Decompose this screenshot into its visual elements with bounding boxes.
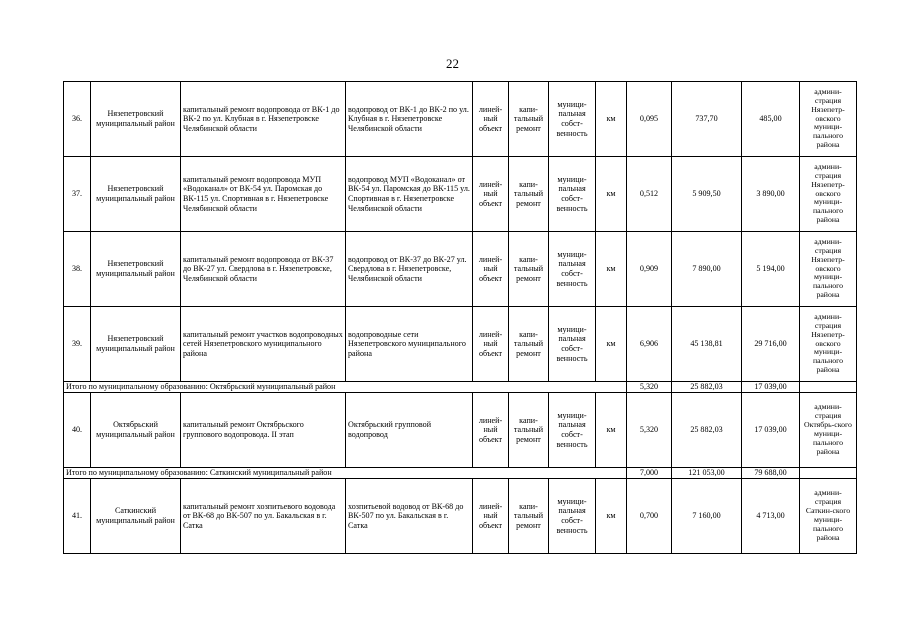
total-cost-cell: 5 909,50 — [672, 157, 742, 232]
subtotal-budget-cost: 79 688,00 — [742, 468, 800, 479]
row-number: 37. — [64, 157, 91, 232]
table-row — [64, 307, 857, 382]
row-number: 39. — [64, 307, 91, 382]
object-type-cell: линей-ный объект — [473, 393, 509, 468]
ownership-cell: муници-пальная собст-венность — [549, 307, 596, 382]
customer-cell: админи-страция Нязепетр-овского муници-пального района — [800, 82, 857, 157]
district-cell: Нязепетровский муниципальный район — [91, 82, 181, 157]
row-number: 36. — [64, 82, 91, 157]
work-type-cell: капи-тальный ремонт — [509, 307, 549, 382]
table-row — [64, 82, 857, 157]
subtotal-row — [64, 468, 857, 479]
unit-cell: км — [596, 479, 627, 554]
table-row — [64, 157, 857, 232]
ownership-cell: муници-пальная собст-венность — [549, 232, 596, 307]
district-cell: Саткинский муниципальный район — [91, 479, 181, 554]
unit-cell: км — [596, 157, 627, 232]
work-description-cell: капитальный ремонт Октябрьского группового водопровода. II этап — [181, 393, 346, 468]
subtotal-empty-cell — [800, 382, 857, 393]
object-cell: водопроводные сети Нязепетровского муниципального района — [346, 307, 473, 382]
table-row — [64, 232, 857, 307]
object-cell: водопровод от ВК-1 до ВК-2 по ул. Клубная в г. Нязепетровске Челябинской области — [346, 82, 473, 157]
work-description-cell: капитальный ремонт участков водопроводных сетей Нязепетровского муниципального района — [181, 307, 346, 382]
page-number: 22 — [446, 56, 459, 71]
unit-cell: км — [596, 82, 627, 157]
subtotal-budget-cost: 17 039,00 — [742, 382, 800, 393]
total-cost-cell: 25 882,03 — [672, 393, 742, 468]
district-cell: Октябрьский муниципальный район — [91, 393, 181, 468]
object-type-cell: линей-ный объект — [473, 157, 509, 232]
ownership-cell: муници-пальная собст-венность — [549, 393, 596, 468]
budget-cost-cell: 3 890,00 — [742, 157, 800, 232]
object-type-cell: линей-ный объект — [473, 479, 509, 554]
customer-cell: админи-страция Октябрь-ского муници-пального района — [800, 393, 857, 468]
unit-cell: км — [596, 232, 627, 307]
subtotal-length: 7,000 — [627, 468, 672, 479]
row-number: 38. — [64, 232, 91, 307]
work-type-cell: капи-тальный ремонт — [509, 479, 549, 554]
total-cost-cell: 737,70 — [672, 82, 742, 157]
row-number: 41. — [64, 479, 91, 554]
total-cost-cell: 7 890,00 — [672, 232, 742, 307]
row-number: 40. — [64, 393, 91, 468]
work-type-cell: капи-тальный ремонт — [509, 393, 549, 468]
length-cell: 0,095 — [627, 82, 672, 157]
ownership-cell: муници-пальная собст-венность — [549, 82, 596, 157]
work-description-cell: капитальный ремонт водопровода МУП «Водоканал» от ВК-54 ул. Паромская до ВК-115 ул. Спортивная в г. Нязепетровске Челябинской области — [181, 157, 346, 232]
object-cell: Октябрьский групповой водопровод — [346, 393, 473, 468]
subtotal-total-cost: 121 053,00 — [672, 468, 742, 479]
object-cell: водопровод МУП «Водоканал» от ВК-54 ул. Паромская до ВК-115 ул. Спортивная в г. Нязепетровске Челябинской области — [346, 157, 473, 232]
budget-cost-cell: 17 039,00 — [742, 393, 800, 468]
length-cell: 0,700 — [627, 479, 672, 554]
total-cost-cell: 45 138,81 — [672, 307, 742, 382]
customer-cell: админи-страция Нязепетр-овского муници-пального района — [800, 157, 857, 232]
unit-cell: км — [596, 393, 627, 468]
budget-cost-cell: 5 194,00 — [742, 232, 800, 307]
work-description-cell: капитальный ремонт водопровода от ВК-37 до ВК-27 ул. Свердлова в г. Нязепетровске, Челябинской области — [181, 232, 346, 307]
budget-cost-cell: 29 716,00 — [742, 307, 800, 382]
district-cell: Нязепетровский муниципальный район — [91, 157, 181, 232]
length-cell: 0,512 — [627, 157, 672, 232]
budget-cost-cell: 4 713,00 — [742, 479, 800, 554]
object-cell: водопровод от ВК-37 до ВК-27 ул. Свердлова в г. Нязепетровске, Челябинской области — [346, 232, 473, 307]
subtotal-label: Итого по муниципальному образованию: Саткинский муниципальный район — [64, 468, 627, 479]
object-cell: хозпитьевой водовод от ВК-68 до ВК-507 по ул. Бакальская в г. Сатка — [346, 479, 473, 554]
subtotal-empty-cell — [800, 468, 857, 479]
program-table — [63, 81, 857, 554]
object-type-cell: линей-ный объект — [473, 82, 509, 157]
customer-cell: админи-страция Нязепетр-овского муници-пального района — [800, 232, 857, 307]
work-type-cell: капи-тальный ремонт — [509, 82, 549, 157]
ownership-cell: муници-пальная собст-венность — [549, 479, 596, 554]
work-description-cell: капитальный ремонт водопровода от ВК-1 до ВК-2 по ул. Клубная в г. Нязепетровске Челябинской области — [181, 82, 346, 157]
unit-cell: км — [596, 307, 627, 382]
object-type-cell: линей-ный объект — [473, 307, 509, 382]
subtotal-total-cost: 25 882,03 — [672, 382, 742, 393]
budget-cost-cell: 485,00 — [742, 82, 800, 157]
district-cell: Нязепетровский муниципальный район — [91, 232, 181, 307]
object-type-cell: линей-ный объект — [473, 232, 509, 307]
subtotal-label: Итого по муниципальному образованию: Октябрьский муниципальный район — [64, 382, 627, 393]
length-cell: 6,906 — [627, 307, 672, 382]
customer-cell: админи-страция Саткин-ского муници-пального района — [800, 479, 857, 554]
work-description-cell: капитальный ремонт хозпитьевого водовода от ВК-68 до ВК-507 по ул. Бакальская в г. Сатка — [181, 479, 346, 554]
length-cell: 0,909 — [627, 232, 672, 307]
work-type-cell: капи-тальный ремонт — [509, 232, 549, 307]
district-cell: Нязепетровский муниципальный район — [91, 307, 181, 382]
total-cost-cell: 7 160,00 — [672, 479, 742, 554]
customer-cell: админи-страция Нязепетр-овского муници-пального района — [800, 307, 857, 382]
subtotal-length: 5,320 — [627, 382, 672, 393]
ownership-cell: муници-пальная собст-венность — [549, 157, 596, 232]
table-row — [64, 393, 857, 468]
length-cell: 5,320 — [627, 393, 672, 468]
subtotal-row — [64, 382, 857, 393]
table-row — [64, 479, 857, 554]
work-type-cell: капи-тальный ремонт — [509, 157, 549, 232]
